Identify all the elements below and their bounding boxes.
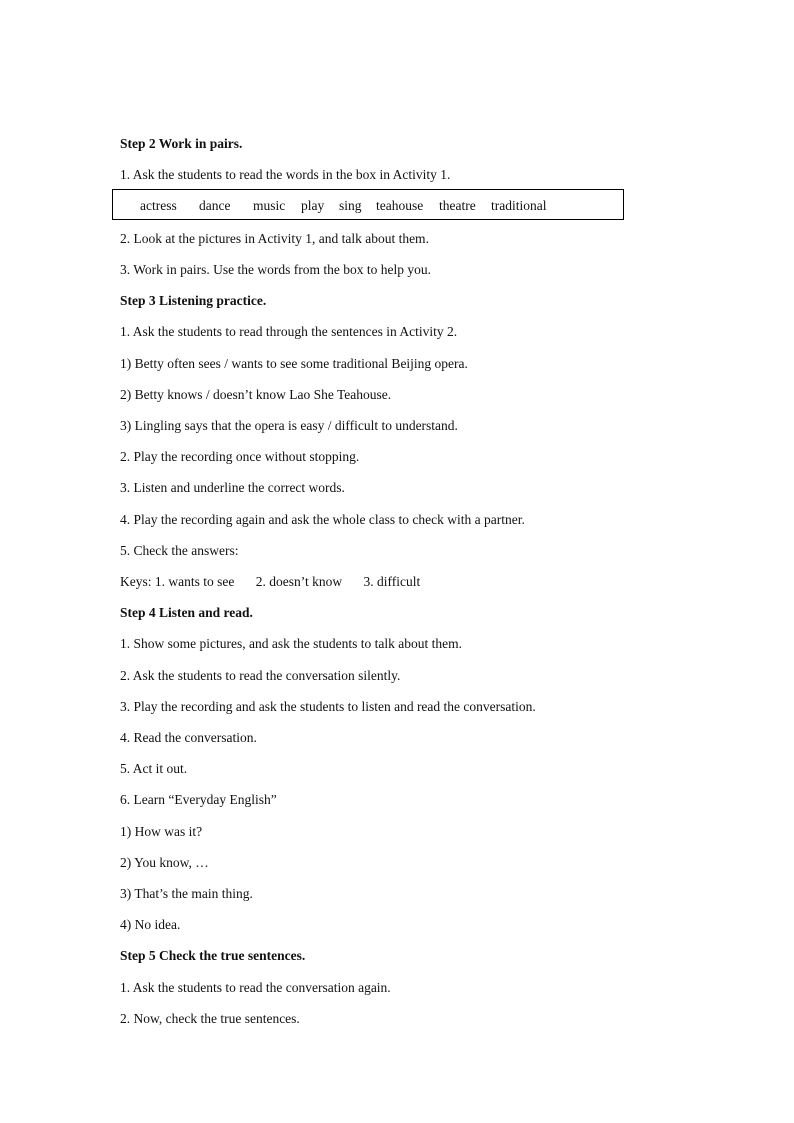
word-sing: sing	[339, 198, 362, 213]
word-box	[112, 189, 624, 220]
step4-item-1: 1. Show some pictures, and ask the students to talk about them.	[120, 636, 462, 651]
step5-item-2: 2. Now, check the true sentences.	[120, 1011, 300, 1026]
word-actress: actress	[140, 198, 177, 213]
word-theatre: theatre	[439, 198, 476, 213]
step3-keys	[120, 574, 420, 590]
step2-item-1: 1. Ask the students to read the words in the box in Activity 1.	[120, 167, 451, 182]
step4-item-6: 6. Learn “Everyday English”	[120, 792, 277, 807]
step4-sub-3: 3) That’s the main thing.	[120, 886, 253, 901]
keys-answer-3: 3. difficult	[363, 574, 421, 589]
step3-item-5: 5. Check the answers:	[120, 543, 239, 558]
step5-item-1: 1. Ask the students to read the conversation again.	[120, 980, 391, 995]
step2-item-2: 2. Look at the pictures in Activity 1, and talk about them.	[120, 231, 429, 246]
word-teahouse: teahouse	[376, 198, 424, 213]
word-traditional: traditional	[491, 198, 547, 213]
word-play: play	[301, 198, 325, 213]
keys-answer-2: 2. doesn’t know	[255, 574, 343, 589]
step4-sub-2: 2) You know, …	[120, 855, 209, 870]
step3-item-3: 3. Listen and underline the correct words.	[120, 480, 345, 495]
step3-sub-3: 3) Lingling says that the opera is easy / difficult to understand.	[120, 418, 458, 433]
keys-answer-1: Keys: 1. wants to see	[120, 574, 235, 589]
word-music: music	[253, 198, 286, 213]
step3-sub-2: 2) Betty knows / doesn’t know Lao She Teahouse.	[120, 387, 392, 402]
step4-item-3: 3. Play the recording and ask the students to listen and read the conversation.	[120, 699, 536, 714]
step4-heading: Step 4 Listen and read.	[120, 605, 253, 620]
step5-heading: Step 5 Check the true sentences.	[120, 948, 306, 963]
step3-sub-1: 1) Betty often sees / wants to see some traditional Beijing opera.	[120, 356, 468, 371]
step4-sub-4: 4) No idea.	[120, 917, 181, 932]
step4-item-4: 4. Read the conversation.	[120, 730, 257, 745]
step2-heading: Step 2 Work in pairs.	[120, 136, 243, 151]
step3-heading: Step 3 Listening practice.	[120, 293, 267, 308]
step3-item-2: 2. Play the recording once without stopping.	[120, 449, 360, 464]
step3-item-4: 4. Play the recording again and ask the whole class to check with a partner.	[120, 512, 525, 527]
step4-item-5: 5. Act it out.	[120, 761, 188, 776]
word-dance: dance	[199, 198, 231, 213]
step4-item-2: 2. Ask the students to read the conversation silently.	[120, 668, 401, 683]
step4-sub-1: 1) How was it?	[120, 824, 203, 839]
step2-item-3: 3. Work in pairs. Use the words from the box to help you.	[120, 262, 431, 277]
step3-item-1: 1. Ask the students to read through the sentences in Activity 2.	[120, 324, 458, 339]
